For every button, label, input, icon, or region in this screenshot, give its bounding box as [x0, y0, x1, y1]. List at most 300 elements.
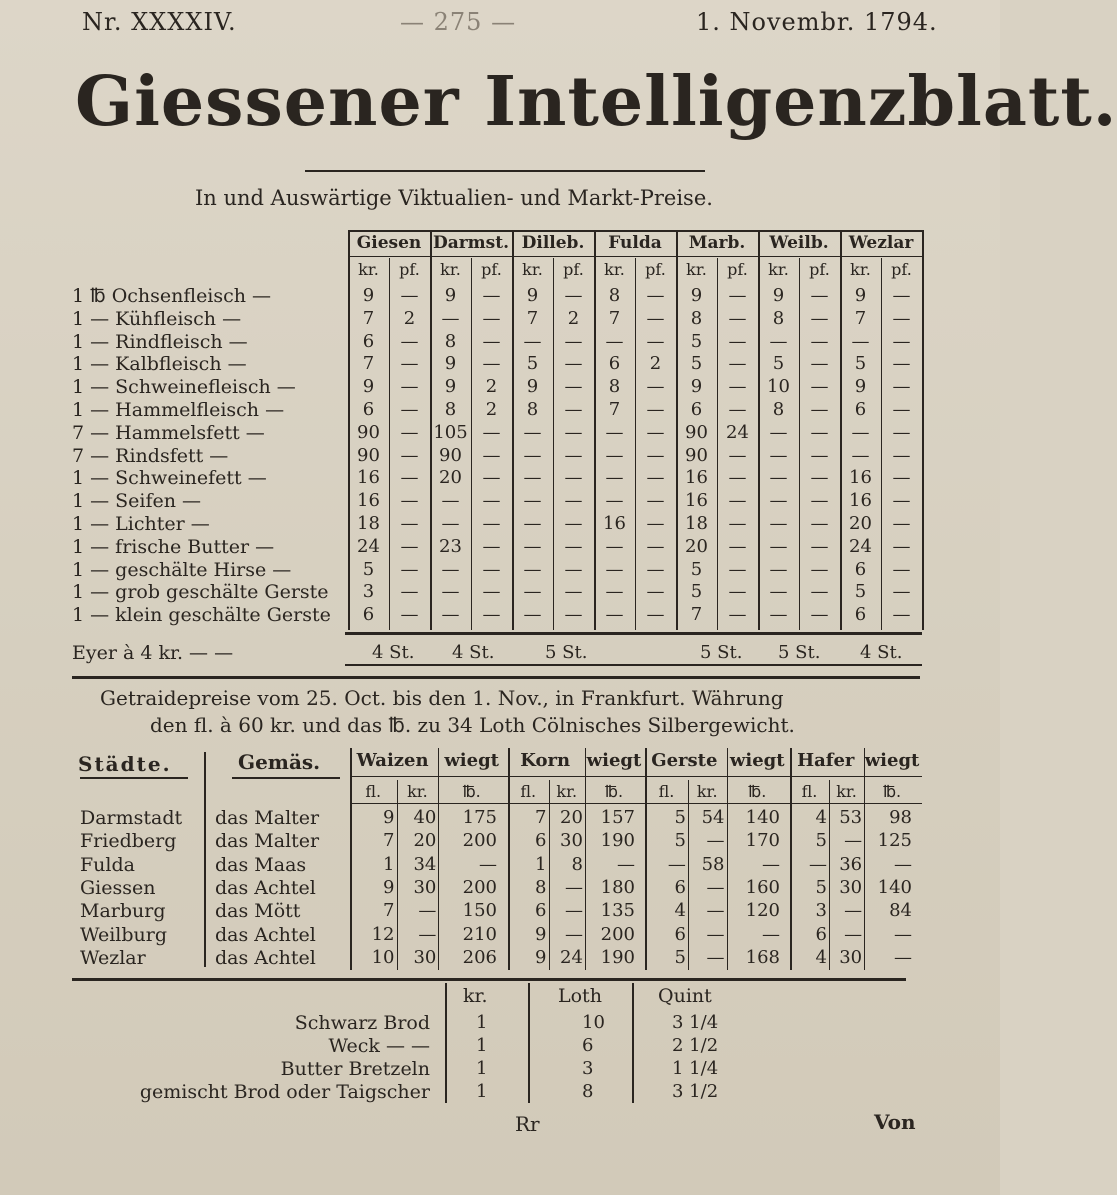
victuals-item-label: 1 — Seifen —	[72, 490, 202, 513]
price-cell: —	[646, 376, 665, 398]
price-cell: 9	[772, 285, 785, 306]
grain-price-cell: 20	[413, 830, 437, 852]
price-cell: —	[892, 535, 911, 557]
victuals-eggs-rule	[345, 664, 922, 666]
price-cell: 9	[854, 376, 867, 398]
grain-price-cell: 168	[745, 946, 780, 968]
price-cell: —	[482, 581, 501, 603]
price-cell: 105	[433, 421, 468, 443]
price-cell: 8	[690, 307, 703, 329]
price-cell: 8	[608, 285, 621, 306]
price-cell: 5	[690, 558, 703, 580]
price-cell: —	[892, 330, 911, 352]
price-cell: —	[400, 535, 419, 557]
grain-measure: das Malter	[215, 830, 320, 853]
price-cell: —	[810, 444, 829, 466]
price-cell: 6	[690, 399, 703, 420]
grain-weight-header: wiegt	[586, 750, 642, 771]
price-cell: —	[564, 467, 583, 489]
victuals-item-label: 7 — Rindsfett —	[72, 444, 229, 467]
price-cell: 9	[444, 285, 457, 306]
grain-price-cell: 1	[535, 853, 547, 875]
grain-price-cell: —	[844, 830, 863, 852]
unit-header: kr.	[440, 260, 461, 279]
price-cell: 16	[603, 513, 626, 534]
price-cell: —	[400, 467, 419, 489]
grain-price-cell: —	[418, 900, 437, 922]
grain-subheader-rule	[350, 803, 922, 804]
price-cell: —	[605, 490, 624, 512]
grain-price-cell: 6	[674, 923, 686, 945]
price-cell: —	[646, 444, 665, 466]
town-header: Wezlar	[848, 233, 914, 253]
grain-price-cell: 6	[535, 900, 547, 922]
unit-header: kr.	[768, 260, 789, 279]
price-cell: —	[646, 513, 665, 534]
price-cell: 90	[685, 421, 708, 443]
price-cell: —	[441, 581, 460, 603]
price-cell: —	[605, 467, 624, 489]
grain-price-cell: 30	[560, 830, 583, 852]
grain-name-header: Gerste	[651, 750, 718, 771]
grain-price-cell: —	[761, 853, 780, 875]
price-cell: 7	[608, 307, 621, 329]
bread-label: Schwarz Brod	[294, 1012, 430, 1034]
price-cell: 6	[362, 399, 375, 420]
town-header: Marb.	[688, 233, 746, 253]
price-cell: 9	[854, 285, 867, 306]
grain-price-cell: 54	[701, 807, 725, 828]
price-cell: 7	[362, 353, 375, 375]
price-cell: —	[441, 604, 460, 626]
victuals-top-rule	[348, 230, 922, 232]
price-cell: —	[400, 444, 419, 466]
grain-price-cell: 7	[383, 830, 395, 852]
town-header: Fulda	[608, 233, 662, 253]
grain-price-cell: —	[761, 923, 780, 945]
bread-label: Butter Bretzeln	[280, 1058, 430, 1080]
unit-header: pf.	[563, 260, 584, 279]
price-cell: —	[769, 421, 788, 443]
grain-price-cell: 30	[839, 876, 863, 898]
victuals-item-label: 1 — geschälte Hirse —	[72, 558, 292, 581]
bread-column-line	[445, 983, 447, 1103]
unit-header: pf.	[891, 260, 912, 279]
price-cell: —	[810, 399, 829, 420]
price-cell: —	[564, 581, 583, 603]
price-cell: —	[810, 513, 829, 534]
price-cell: —	[892, 307, 911, 329]
price-cell: 2	[403, 307, 416, 329]
kr-header: kr.	[407, 782, 428, 801]
grain-divider	[204, 752, 206, 967]
price-cell: —	[769, 467, 788, 489]
price-cell: —	[810, 330, 829, 352]
price-cell: —	[564, 330, 583, 352]
price-cell: —	[482, 604, 501, 626]
grain-price-cell: 6	[815, 923, 827, 945]
grain-price-cell: 175	[462, 807, 497, 828]
unit-header: kr.	[358, 260, 379, 279]
section-rule	[72, 676, 920, 679]
fl-header: fl.	[801, 782, 818, 801]
price-cell: 6	[854, 604, 867, 626]
eggs-value: 5 St.	[545, 642, 588, 663]
grain-price-cell: 9	[383, 876, 395, 898]
price-cell: —	[564, 535, 583, 557]
price-cell: —	[646, 581, 665, 603]
price-cell: 6	[362, 330, 375, 352]
price-cell: 2	[649, 353, 662, 375]
price-cell: —	[482, 307, 501, 329]
price-cell: —	[482, 467, 501, 489]
price-cell: —	[646, 330, 665, 352]
grain-measure: das Malter	[215, 807, 320, 829]
price-cell: —	[441, 513, 460, 534]
grain-price-cell: 12	[371, 923, 395, 945]
bread-column-line	[632, 983, 634, 1103]
price-cell: —	[851, 444, 870, 466]
price-cell: —	[892, 444, 911, 466]
price-cell: 9	[690, 285, 703, 306]
city-underline	[80, 777, 188, 779]
grain-price-cell: —	[706, 923, 725, 945]
town-header: Dilleb.	[521, 233, 585, 253]
grain-price-cell: —	[893, 923, 912, 945]
price-cell: —	[892, 353, 911, 375]
price-cell: —	[892, 490, 911, 512]
grain-price-cell: 140	[877, 876, 912, 898]
price-cell: —	[769, 513, 788, 534]
price-cell: 20	[685, 535, 708, 557]
price-cell: —	[810, 604, 829, 626]
grain-city-header: Städte.	[78, 752, 172, 776]
town-header: Giesen	[356, 233, 422, 253]
victuals-item-label: 1 — Kalbfleisch —	[72, 353, 247, 376]
price-cell: —	[810, 285, 829, 306]
price-cell: —	[441, 558, 460, 580]
kr-header: kr.	[556, 782, 578, 801]
price-cell: —	[564, 558, 583, 580]
price-cell: 18	[357, 513, 380, 534]
price-cell: 8	[608, 376, 621, 398]
price-cell: —	[646, 307, 665, 329]
grain-price-cell: —	[418, 923, 437, 945]
grain-price-cell: 160	[745, 876, 780, 898]
price-cell: —	[728, 535, 747, 557]
price-cell: —	[400, 399, 419, 420]
price-cell: —	[482, 558, 501, 580]
victuals-item-label: 1 — grob geschälte Gerste	[72, 581, 329, 604]
price-cell: —	[892, 285, 911, 306]
price-cell: —	[400, 513, 419, 534]
price-cell: 8	[444, 399, 457, 420]
unit-header: pf.	[809, 260, 830, 279]
price-cell: —	[605, 535, 624, 557]
price-cell: —	[646, 558, 665, 580]
catchword: Von	[874, 1110, 916, 1134]
grain-price-cell: 30	[413, 876, 437, 898]
price-cell: 5	[772, 353, 785, 375]
grain-price-cell: —	[706, 830, 725, 852]
price-cell: 5	[362, 558, 375, 580]
price-cell: —	[728, 307, 747, 329]
eggs-value: 4 St.	[452, 642, 495, 663]
grain-price-cell: 5	[674, 807, 686, 828]
bread-quint: 3 1/4	[672, 1012, 719, 1033]
price-cell: —	[400, 604, 419, 626]
victuals-item-label: 1 — Hammelfleisch —	[72, 399, 285, 421]
price-cell: —	[810, 467, 829, 489]
price-cell: —	[810, 421, 829, 443]
price-cell: —	[892, 376, 911, 398]
price-cell: —	[728, 444, 747, 466]
price-cell: —	[646, 421, 665, 443]
price-cell: 9	[444, 353, 457, 375]
grain-price-cell: 135	[600, 900, 635, 922]
grain-price-cell: 125	[877, 830, 912, 852]
grain-price-cell: 5	[815, 830, 827, 852]
price-cell: 16	[685, 467, 708, 489]
grain-weight-header: wiegt	[864, 750, 920, 771]
price-cell: 7	[526, 307, 539, 329]
price-cell: —	[564, 513, 583, 534]
price-cell: —	[851, 330, 870, 352]
price-cell: 5	[854, 581, 867, 603]
price-cell: —	[646, 535, 665, 557]
price-cell: 8	[772, 399, 785, 420]
victuals-item-label: 1 — Kühfleisch —	[72, 307, 242, 330]
grain-price-cell: 6	[674, 876, 686, 898]
grain-price-cell: 3	[815, 900, 827, 922]
price-cell: —	[400, 581, 419, 603]
victuals-header-rule	[348, 256, 922, 257]
price-cell: —	[810, 353, 829, 375]
price-cell: —	[400, 330, 419, 352]
bread-quint: 3 1/2	[672, 1081, 719, 1102]
price-cell: —	[400, 490, 419, 512]
bread-quint: 2 1/2	[672, 1035, 719, 1056]
price-cell: —	[564, 353, 583, 375]
grain-price-cell: 190	[600, 946, 635, 968]
lb-header: ℔.	[882, 782, 902, 801]
price-cell: —	[523, 330, 542, 352]
bread-loth: 3	[582, 1058, 594, 1079]
grain-name-header: Korn	[520, 750, 571, 771]
grain-price-cell: 9	[383, 807, 395, 828]
price-cell: —	[482, 490, 501, 512]
price-cell: 16	[849, 490, 872, 512]
bread-kr: 1	[476, 1012, 488, 1033]
grain-price-cell: 6	[535, 830, 547, 852]
price-cell: —	[769, 604, 788, 626]
grain-price-cell: 5	[674, 830, 686, 852]
unit-header: kr.	[522, 260, 543, 279]
price-cell: —	[564, 399, 583, 420]
unit-header: kr.	[686, 260, 707, 279]
grain-price-cell: —	[844, 923, 863, 945]
price-cell: 9	[362, 285, 375, 306]
grain-price-cell: 210	[462, 923, 497, 945]
price-cell: 9	[362, 376, 375, 398]
price-cell: 8	[526, 399, 539, 420]
price-cell: —	[605, 330, 624, 352]
price-cell: —	[728, 285, 747, 306]
price-cell: —	[605, 604, 624, 626]
price-cell: 5	[526, 353, 539, 375]
price-cell: —	[810, 376, 829, 398]
grain-price-cell: 8	[571, 853, 583, 875]
grain-price-cell: 5	[674, 946, 686, 968]
price-cell: 5	[690, 330, 703, 352]
unit-header: kr.	[604, 260, 625, 279]
victuals-subtitle: In und Auswärtige Viktualien- und Markt-Preise.	[195, 186, 713, 210]
price-cell: —	[810, 307, 829, 329]
grain-price-cell: 10	[371, 946, 395, 968]
price-cell: —	[605, 558, 624, 580]
grain-price-cell: 4	[674, 900, 686, 922]
price-cell: 6	[854, 399, 867, 420]
grain-price-cell: 9	[535, 923, 547, 945]
grain-price-cell: 36	[839, 853, 863, 875]
price-cell: —	[400, 376, 419, 398]
grain-header-rule	[350, 776, 922, 777]
price-cell: 10	[767, 376, 790, 398]
price-cell: —	[482, 421, 501, 443]
price-cell: 90	[357, 421, 380, 443]
grain-price-cell: 5	[815, 876, 827, 898]
grain-price-cell: 7	[383, 900, 395, 922]
bread-kr: 1	[476, 1058, 488, 1079]
price-cell: —	[564, 490, 583, 512]
victuals-item-label: 1 ℔ Ochsenfleisch —	[72, 285, 272, 307]
bread-header: Quint	[658, 985, 712, 1007]
price-cell: 90	[357, 444, 380, 466]
price-cell: 2	[567, 307, 580, 329]
grain-city: Giessen	[80, 876, 156, 899]
grain-name-header: Waizen	[356, 750, 429, 771]
bread-column-line	[528, 983, 530, 1103]
price-cell: —	[769, 558, 788, 580]
grain-measure: das Achtel	[215, 876, 316, 899]
measure-underline	[232, 777, 340, 779]
unit-header: pf.	[481, 260, 502, 279]
grain-price-cell: —	[893, 853, 912, 875]
price-cell: —	[523, 490, 542, 512]
price-cell: —	[892, 558, 911, 580]
price-cell: —	[810, 558, 829, 580]
price-cell: 6	[362, 604, 375, 626]
lb-header: ℔.	[462, 782, 481, 801]
price-cell: 9	[526, 376, 539, 398]
grain-weight-header: wiegt	[444, 750, 499, 771]
victuals-item-label: 1 — Lichter —	[72, 513, 210, 535]
price-cell: —	[400, 285, 419, 306]
bread-header: kr.	[463, 985, 488, 1007]
grain-heading-line1: Getraidepreise vom 25. Oct. bis den 1. Nov., in Frankfurt. Währung	[100, 686, 784, 710]
grain-price-cell: 200	[600, 923, 635, 945]
price-cell: 9	[526, 285, 539, 306]
grain-price-cell: 180	[600, 876, 635, 898]
unit-header: pf.	[727, 260, 748, 279]
price-cell: 5	[690, 353, 703, 375]
price-cell: 24	[849, 535, 872, 557]
victuals-item-label: 1 — Rindfleisch —	[72, 330, 248, 353]
bread-kr: 1	[476, 1081, 488, 1102]
victuals-item-label: 1 — Schweinefett —	[72, 467, 267, 490]
grain-city: Friedberg	[80, 830, 177, 853]
price-cell: 20	[439, 467, 462, 489]
eggs-label: Eyer à 4 kr. — —	[72, 642, 234, 664]
grain-price-cell: 150	[462, 900, 497, 922]
price-cell: 20	[849, 513, 872, 534]
grain-city: Marburg	[80, 900, 166, 923]
price-cell: —	[605, 421, 624, 443]
bread-quint: 1 1/4	[672, 1058, 719, 1079]
grain-weight-header: wiegt	[729, 750, 785, 771]
grain-price-cell: —	[564, 876, 583, 898]
price-cell: —	[728, 490, 747, 512]
price-cell: —	[769, 330, 788, 352]
price-cell: 7	[690, 604, 703, 626]
victuals-item-label: 1 — Schweinefleisch —	[72, 376, 296, 399]
grain-price-cell: 190	[600, 830, 635, 852]
price-cell: —	[728, 513, 747, 534]
grain-price-cell: 120	[745, 900, 780, 922]
price-cell: —	[482, 285, 501, 306]
grain-price-cell: —	[706, 900, 725, 922]
bread-label: gemischt Brod oder Taigscher	[139, 1081, 430, 1103]
unit-header: pf.	[399, 260, 420, 279]
price-cell: —	[728, 330, 747, 352]
eggs-value: 4 St.	[860, 642, 903, 663]
price-cell: —	[605, 444, 624, 466]
price-cell: —	[769, 535, 788, 557]
masthead-title: Giessener Intelligenzblatt.	[75, 62, 1117, 142]
price-cell: 8	[444, 330, 457, 352]
bread-loth: 8	[582, 1081, 594, 1102]
price-cell: —	[892, 513, 911, 534]
kr-header: kr.	[696, 782, 718, 801]
price-cell: 24	[357, 535, 380, 557]
price-cell: —	[892, 581, 911, 603]
bread-header: Loth	[558, 985, 602, 1007]
price-cell: 2	[485, 399, 498, 420]
lb-header: ℔.	[748, 782, 767, 801]
grain-measure: das Mött	[215, 900, 301, 923]
grain-price-cell: 170	[745, 830, 780, 852]
grain-price-cell: —	[706, 876, 725, 898]
eggs-value: 5 St.	[778, 642, 821, 663]
grain-price-cell: —	[706, 946, 725, 968]
fl-header: fl.	[658, 782, 675, 801]
price-cell: —	[728, 558, 747, 580]
price-cell: —	[851, 421, 870, 443]
price-cell: —	[441, 307, 460, 329]
grain-price-cell: —	[564, 900, 583, 922]
price-cell: 3	[362, 581, 375, 603]
price-cell: —	[810, 535, 829, 557]
price-cell: —	[769, 581, 788, 603]
grain-price-cell: —	[844, 900, 863, 922]
grain-price-cell: 4	[815, 946, 827, 968]
grain-price-cell: 200	[462, 876, 497, 898]
grain-price-cell: 30	[839, 946, 863, 968]
price-cell: 24	[726, 421, 749, 443]
bread-rule	[72, 978, 906, 981]
victuals-column-line	[922, 230, 924, 630]
price-cell: 16	[849, 467, 872, 489]
